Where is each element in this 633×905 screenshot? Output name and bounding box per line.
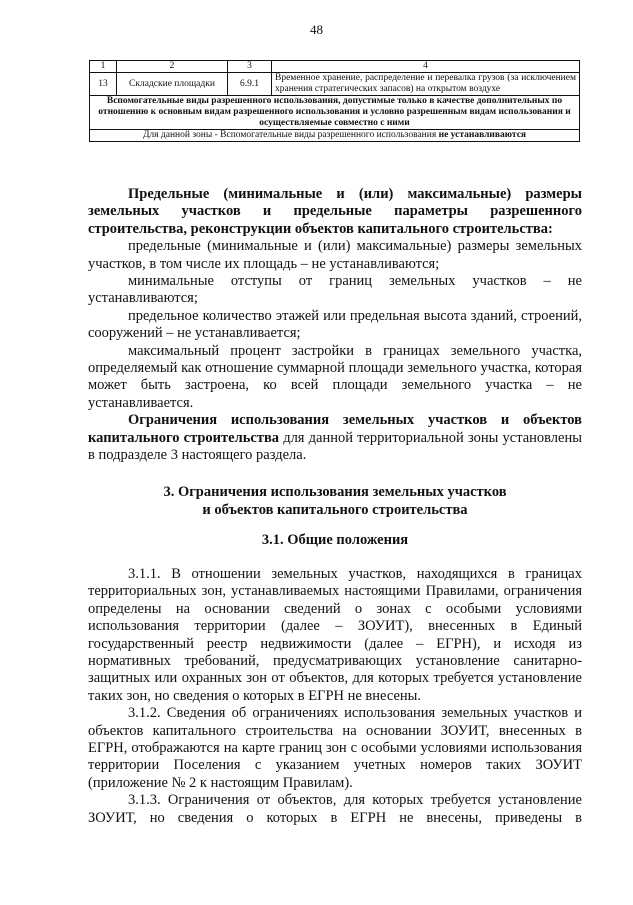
table-row: [90, 96, 580, 130]
zone-note: [90, 130, 580, 142]
subsection-title: 3.1. Общие положения: [261, 532, 409, 548]
restrictions-rest: для данной территориальной зоны установлены в подразделе 3 настоящего раздела.: [88, 429, 582, 464]
table-header-cell: 3: [228, 61, 272, 73]
table-header-cell: 1: [90, 61, 117, 73]
use-type-description: Временное хранение, распределение и перевалка грузов (за исключением хранения стратегических запасов) на открытом воздухе: [272, 73, 580, 96]
section-title: [88, 483, 582, 519]
restrictions-bold: Ограничения использования земельных участков и объектов капитального строительства: [88, 412, 582, 446]
limits-section: [88, 186, 582, 465]
table-header-cell: 4: [272, 61, 580, 73]
limit-item: минимальные отступы от границ земельных участков – не устанавливаются;: [88, 273, 582, 307]
section-title-line: и объектов капитального строительства: [202, 502, 468, 518]
table-row: [90, 130, 580, 142]
general-provisions: [88, 566, 582, 827]
table-header-row: [90, 61, 580, 73]
limit-item: предельные (минимальные и (или) максимальные) размеры земельных участков, в том числе их площадь – не устанавливаются;: [88, 238, 582, 272]
row-number: 13: [90, 73, 117, 96]
page-number: 48: [310, 22, 323, 37]
zone-note-text: Для данной зоны - Вспомогательные виды разрешенного использования: [142, 130, 439, 140]
limits-heading: Предельные (минимальные и (или) максимальные) размеры земельных участков и предельные параметры разрешенного строительства, реконструкции объектов капитального строительства:: [88, 186, 582, 237]
land-use-table: [89, 60, 580, 142]
limit-item: максимальный процент застройки в границах земельного участка, определяемый как отношение суммарной площади земельного участка, которая может быть застроена, ко всей площади земельного участка – не устанавливается.: [88, 342, 582, 411]
use-type-name: Складские площадки: [117, 73, 228, 96]
zone-note-bold: не устанавливаются: [438, 130, 527, 140]
use-type-code: 6.9.1: [228, 73, 272, 96]
paragraph-3-1-3: 3.1.3. Ограничения от объектов, для которых требуется установление ЗОУИТ, но сведения о которых в ЕГРН не внесены, приведены в: [88, 792, 582, 826]
auxiliary-uses-heading: Вспомогательные виды разрешенного использования, допустимые только в качестве дополнительных по отношению к основным видам разрешенного использования и условно разрешенным видам использования и осуществляемые совместно с ними: [90, 96, 580, 130]
paragraph-3-1-2: 3.1.2. Сведения об ограничениях использования земельных участков и объектов капитального строительства на основании ЗОУИТ, внесенных в ЕГРН, отображаются на карте границ зон с особыми условиями использования территории Поселения с указанием учетных номеров таких ЗОУИТ (приложение № 2 к настоящим Правилам).: [88, 705, 582, 791]
table-header-cell: 2: [117, 61, 228, 73]
paragraph-3-1-1: 3.1.1. В отношении земельных участков, находящихся в границах территориальных зон, устанавливаемых настоящими Правилами, ограничения определены на основании сведений о зонах с особыми условиями использования территории (далее – ЗОУИТ), внесенных в Единый государственный реестр недвижимости (далее – ЕГРН), и исходя из нормативных требований, предусматривающих установление санитарно-защитных или охранных зон от объектов, для которых требуется установление таких зон, но сведения о которых в ЕГРН не внесены.: [88, 566, 582, 704]
table-row: [90, 73, 580, 96]
section-title-line: 3. Ограничения использования земельных участков: [163, 484, 507, 500]
limit-item: предельное количество этажей или предельная высота зданий, строений, сооружений – не устанавливается;: [88, 307, 582, 342]
restrictions-paragraph: [88, 412, 582, 464]
